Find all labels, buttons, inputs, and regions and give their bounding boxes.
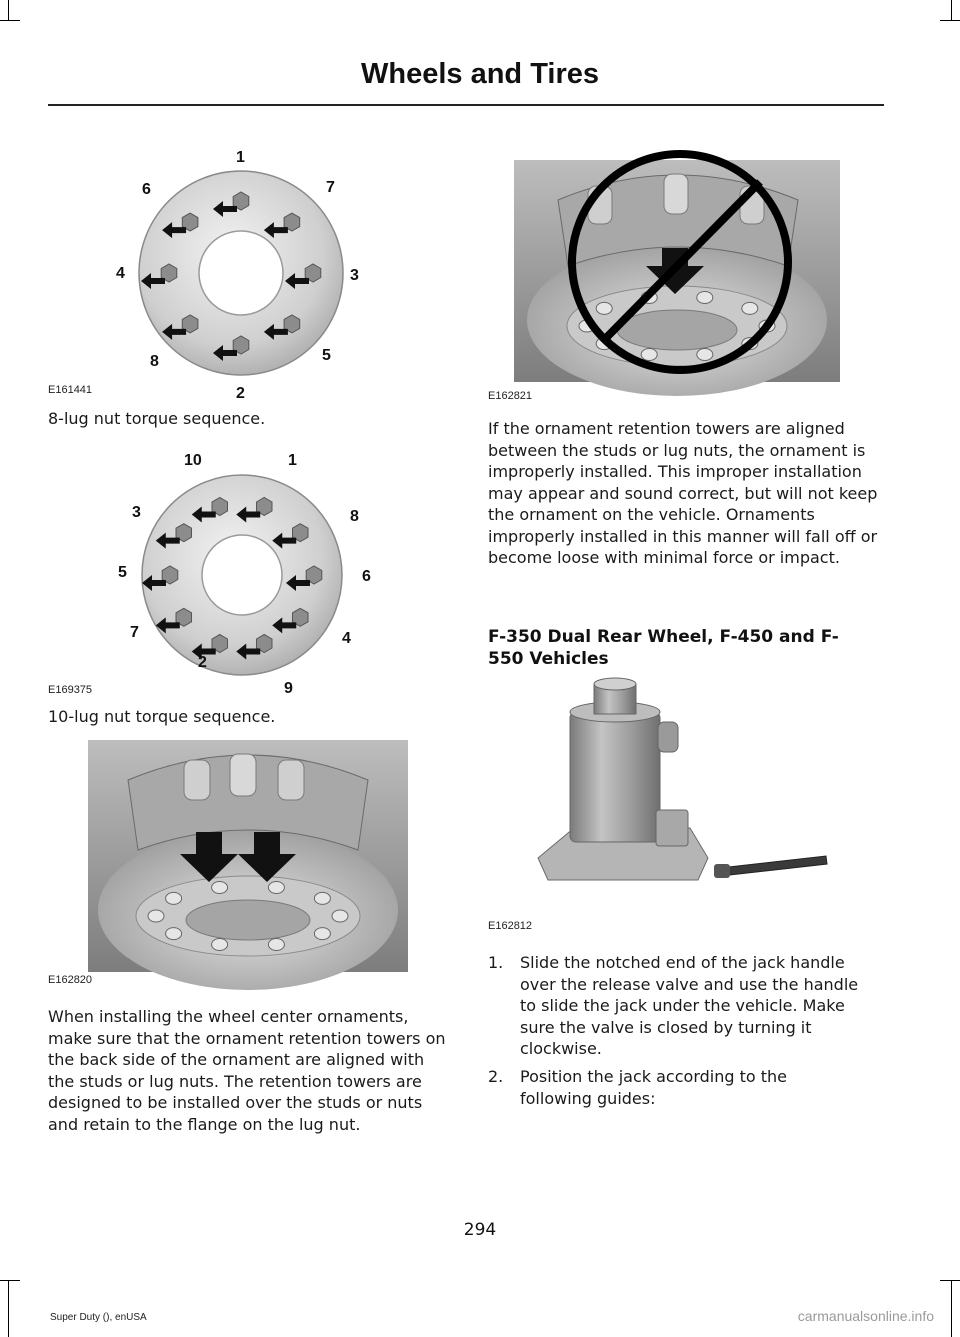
jack-handle-socket [658,722,678,752]
seq-num-10: 10 [184,452,202,469]
lug-nut [697,292,713,304]
edition-label: Super Duty (), enUSA [50,1312,147,1323]
crop-mark-top-left-v [8,0,9,20]
crop-mark-bottom-left-v [8,1280,9,1337]
seq-num-3: 3 [132,504,141,521]
seq-num-7: 7 [326,179,335,196]
step-text: Slide the notched end of the jack handle over the release valve and use the handle to slide the jack under the vehicle. Make sure the valve is closed by turning it clockwise. [520,953,859,1058]
left-paragraph: When installing the wheel center ornaments, make sure that the ornament retention towers on the back side of the ornament are aligned with the studs or lug nuts. The retention towers are designed to be installed over the studs or nuts and retain to the flange on the lug nut. [48,1007,446,1134]
figure-caption: 8-lug nut torque sequence. [48,409,266,428]
crop-mark-top-right-h [940,20,960,21]
lug-nut [212,939,228,951]
watermark: carmanualsonline.info [797,1308,934,1324]
seq-num-1: 1 [288,452,297,469]
page-number: 294 [463,1220,497,1240]
lug-nut [166,892,182,904]
crop-mark-bottom-left-h [0,1280,20,1281]
hub-center-hole [199,231,283,315]
step-number: 2. [488,1067,504,1086]
retention-tower [664,174,688,214]
figure-8-lug-sequence [100,140,390,400]
jack-cylinder [570,712,660,842]
seq-num-4: 4 [116,265,125,282]
step-number: 1. [488,953,504,972]
figure-id: E162820 [48,974,93,986]
figure-id: E169375 [48,684,93,696]
hub-center-hole [202,535,282,615]
crop-mark-top-right-v [951,0,952,20]
step-text: Position the jack according to the following guides: [520,1067,787,1108]
lug-nut [314,892,330,904]
figure-10-lug-sequence [100,445,390,697]
figure-ornament-correct [88,740,408,972]
retention-tower [184,760,210,800]
jack-ram-top [594,678,636,690]
seq-num-6: 6 [142,181,151,198]
seq-num-2: 2 [198,654,207,671]
seq-num-6: 6 [362,568,371,585]
seq-num-1: 1 [236,149,245,166]
crop-mark-bottom-right-v [951,1280,952,1337]
figure-id: E162812 [488,920,533,932]
figure-id: E161441 [48,384,93,396]
lug-nut [268,939,284,951]
seq-num-3: 3 [350,267,359,284]
crop-mark-top-left-h [0,20,20,21]
seq-num-5: 5 [322,347,331,364]
section-heading: F-350 Dual Rear Wheel, F-450 and F-550 Vehicles [488,627,839,669]
figure-caption: 10-lug nut torque sequence. [48,707,276,726]
lug-nut [332,910,348,922]
list-item [488,952,868,1062]
figure-jack [530,672,840,904]
lug-nut [596,302,612,314]
lug-nut [148,910,164,922]
jack-handle-notch [714,864,730,878]
jack-pump [656,810,688,846]
crop-mark-bottom-right-h [940,1280,960,1281]
seq-num-4: 4 [342,630,351,647]
list-item [488,1066,868,1116]
lug-nut [697,349,713,361]
jack-handle [720,856,827,876]
hub-center [186,900,310,940]
figure-ornament-incorrect [514,150,840,382]
page-title: Wheels and Tires [361,58,599,90]
figure-id: E162821 [488,390,533,402]
header-divider [48,104,884,106]
retention-tower [278,760,304,800]
seq-num-8: 8 [350,508,359,525]
retention-tower [230,754,256,796]
lug-nut [212,882,228,894]
seq-num-2: 2 [236,385,245,402]
seq-num-8: 8 [150,353,159,370]
lug-nut [641,349,657,361]
seq-num-9: 9 [284,680,293,697]
lug-nut [166,928,182,940]
lug-nut [268,882,284,894]
lug-nut [742,302,758,314]
seq-num-5: 5 [118,564,127,581]
right-paragraph: If the ornament retention towers are aligned between the studs or lug nuts, the ornament is improperly installed. This improper installation may appear and sound correct, but will not keep the ornament on the vehicle. Ornaments improperly installed in this manner will fall off or become loose with minimal force or impact. [488,419,878,567]
lug-nut [314,928,330,940]
hub-center [617,310,737,350]
seq-num-7: 7 [130,624,139,641]
